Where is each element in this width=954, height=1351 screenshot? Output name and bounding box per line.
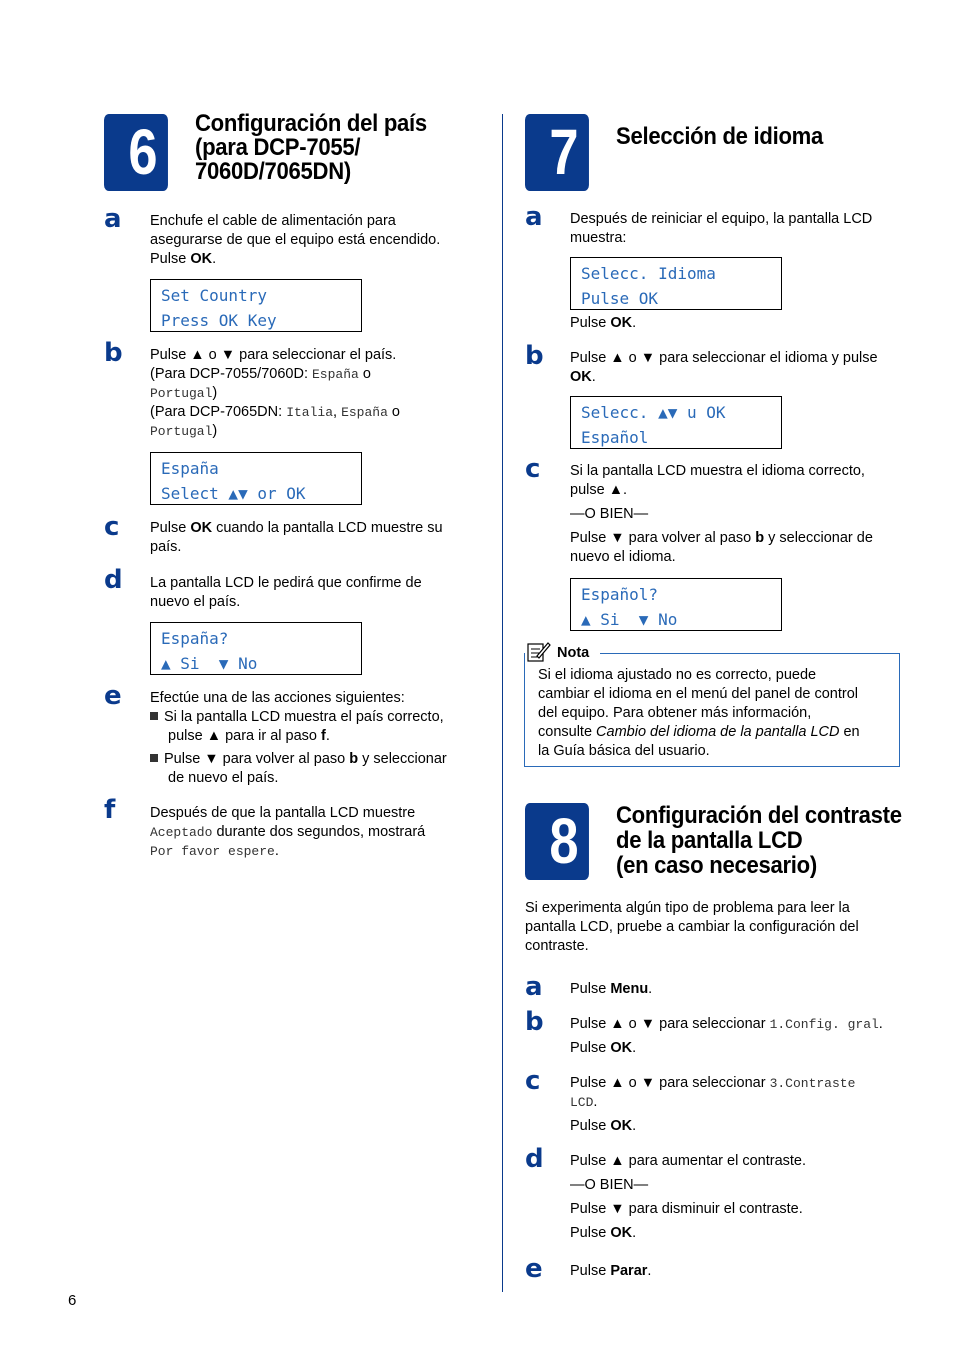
step-8e-letter: e — [525, 1254, 543, 1284]
step-8b-text: Pulse ▲ o ▼ para seleccionar 1.Config. gral. Pulse OK. — [570, 1016, 883, 1056]
step-6c-letter: c — [104, 512, 120, 542]
lcd-display: España? ▲ Si ▼ No — [150, 622, 362, 675]
step-6b-letter: b — [104, 338, 123, 368]
step-6a-text: Enchufe el cable de alimentación para asegurarse de que el equipo está encendido. Pulse OK. — [150, 213, 441, 267]
bullet-icon — [150, 754, 158, 762]
note-pencil-icon — [527, 640, 551, 662]
note-top-border — [600, 653, 900, 654]
step-7-title: Selección de idioma — [616, 123, 824, 150]
step-6f-text: Después de que la pantalla LCD muestre Aceptado durante dos segundos, mostrará Por favor espere. — [150, 805, 426, 859]
step-8-intro: Si experimenta algún tipo de problema para leer la pantalla LCD, pruebe a cambiar la configuración del contraste. — [525, 900, 859, 954]
step-8-badge: 8 — [525, 803, 589, 880]
note-text: Si el idioma ajustado no es correcto, puede cambiar el idioma en el menú del panel de control del equipo. Para obtener más información, consulte Cambio del idioma de la pantalla LCD en la Guía básica del usuario. — [538, 667, 860, 759]
step-6a-letter: a — [104, 204, 122, 234]
step-7a-letter: a — [525, 202, 543, 232]
step-6-title: Configuración del país (para DCP-7055/ 7060D/7065DN) — [195, 110, 427, 185]
step-7c-letter: c — [525, 454, 541, 484]
lcd-display: Selecc. ▲▼ u OK Español — [570, 396, 782, 449]
step-8d-letter: d — [525, 1144, 544, 1174]
step-7a-text: Después de reiniciar el equipo, la pantalla LCD muestra: — [570, 211, 873, 246]
step-8-title: Configuración del contraste de la pantalla LCD (en caso necesario) — [616, 802, 902, 879]
step-8c-letter: c — [525, 1066, 541, 1096]
lcd-display: Selecc. Idioma Pulse OK — [570, 257, 782, 310]
step-6d-letter: d — [104, 565, 123, 595]
lcd-display: España Select ▲▼ or OK — [150, 452, 362, 505]
note-title: Nota — [557, 645, 590, 661]
step-7a-after: Pulse OK. — [570, 315, 637, 331]
step-7-badge: 7 — [525, 114, 589, 191]
step-8d-text: Pulse ▲ para aumentar el contraste. —O BIEN— Pulse ▼ para disminuir el contraste. Pulse OK. — [570, 1153, 807, 1241]
page-number: 6 — [68, 1292, 77, 1309]
step-8e-text: Pulse Parar. — [570, 1263, 652, 1279]
step-8b-letter: b — [525, 1007, 544, 1037]
step-7b-text: Pulse ▲ o ▼ para seleccionar el idioma y pulse OK. — [570, 350, 878, 385]
lcd-display: Set Country Press OK Key — [150, 279, 362, 332]
step-7b-letter: b — [525, 341, 544, 371]
step-7c-text: Si la pantalla LCD muestra el idioma correcto, pulse ▲. —O BIEN— Pulse ▼ para volver al paso b y seleccionar de nuevo el idioma. — [570, 463, 873, 565]
step-6e-letter: e — [104, 681, 122, 711]
step-6c-text: Pulse OK cuando la pantalla LCD muestre su país. — [150, 520, 443, 555]
step-6b-text: Pulse ▲ o ▼ para seleccionar el país. (Para DCP-7055/7060D: España o Portugal) (Para DCP-7065DN: Italia, España o Portugal) — [150, 347, 400, 439]
step-6d-text: La pantalla LCD le pedirá que confirme de nuevo el país. — [150, 575, 422, 610]
step-6e-text: Efectúe una de las acciones siguientes: Si la pantalla LCD muestra el país correcto, pulse ▲ para ir al paso f. Pulse ▼ para volver al paso b y seleccionar de nuevo el país. — [150, 690, 447, 786]
step-6f-letter: f — [104, 795, 116, 825]
bullet-icon — [150, 712, 158, 720]
column-divider — [502, 114, 503, 1292]
step-6-badge: 6 — [104, 114, 168, 191]
step-8c-text: Pulse ▲ o ▼ para seleccionar 3.Contraste LCD. Pulse OK. — [570, 1075, 856, 1134]
lcd-display: Español? ▲ Si ▼ No — [570, 578, 782, 631]
step-8a-letter: a — [525, 972, 543, 1002]
step-8a-text: Pulse Menu. — [570, 981, 653, 997]
